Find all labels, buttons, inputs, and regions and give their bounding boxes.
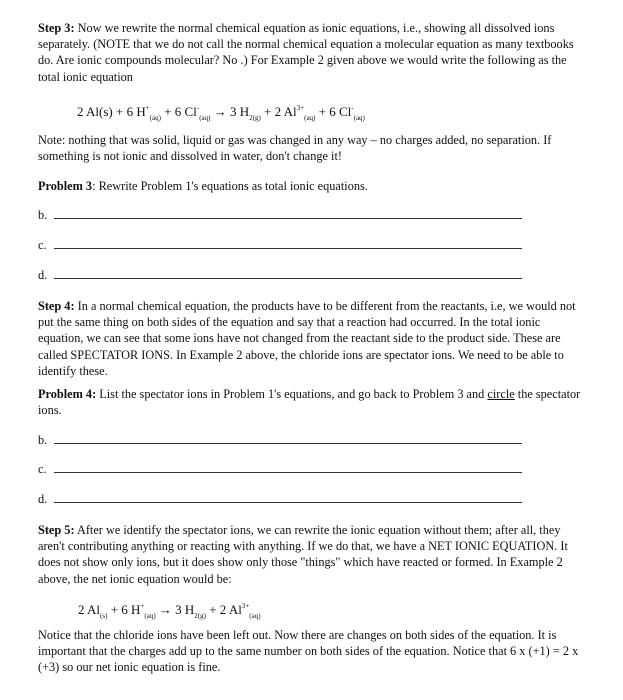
arrow-icon: → xyxy=(210,104,230,119)
step3-text: Now we rewrite the normal chemical equation as ionic equations, i.e., showing all dissolved ions separately. (NOTE that we do not call the normal chemical equation a molecular equation as many textbooks do. Are ionic compounds molecular? No .) For Example 2 given above we would write the following as the total ionic equation xyxy=(38,21,574,84)
note-paragraph: Note: nothing that was solid, liquid or gas was changed in any way – no charges added, no separation. If something is not ionic and dissolved in water, don't change it! xyxy=(38,133,552,164)
notice-paragraph: Notice that the chloride ions have been left out. Now there are changes on both sides of the equation. It is important that the charges add up to the same number on both sides of the equation. Notice that 6 x (+1) = 2 x (+3) so our net ionic equation is fine. xyxy=(38,628,579,675)
step4-paragraph: Step 4: In a normal chemical equation, the products have to be different from the reactants, i.e, we would not put the same thing on both sides of the equation and say that a reaction had occurred. In the total ionic equation, we can see that some ions have not changed from the reactant side to the product side. These are called SPECTATOR IONS. In Example 2 above, the chloride ions are spectator ions. We need to be able to identify these. xyxy=(38,299,576,378)
step3-label: Step 3: xyxy=(38,21,75,35)
problem4-prompt: Problem 4: List the spectator ions in Problem 1's equations, and go back to Problem 3 and circle the spectator ions. xyxy=(38,387,581,418)
step5-paragraph: Step 5: After we identify the spectator ions, we can rewrite the ionic equation without them; after all, they aren't contributing anything or reacting with anything. If we do that, we have a NET IONIC EQUATION. It does not show only ions, but it does show only those "things" which have reacted or formed. In Example 2 above, the net ionic equation would be: xyxy=(38,523,568,586)
net-ionic-equation: 2 $Al_{(s)} + 6$ $H^+_{(aq)} \to 3$ $H_{2(g)} + 2$ $Al^{3+}_{(aq)}$ xyxy=(78,602,261,620)
answer-line-3c[interactable]: c. xyxy=(38,237,522,253)
answer-line-4c[interactable]: c. xyxy=(38,461,522,477)
answer-line-4b[interactable]: b. xyxy=(38,432,522,448)
step3-paragraph xyxy=(38,20,586,85)
answer-line-3b[interactable]: b. xyxy=(38,207,522,223)
answer-line-3d[interactable]: d. xyxy=(38,267,522,283)
answer-line-4d[interactable]: d. xyxy=(38,491,522,507)
arrow-icon: → xyxy=(155,602,176,617)
total-ionic-equation: 2 Al(s) + 6 $H^+_{(aq)} + 6$ $Cl^-_{(aq)} \to 3$ $H_{2(g)} + 2$ $Al^{3+}_{(aq)} + 6$ $Cl^-_{(aq)}$ xyxy=(77,104,365,122)
problem3-prompt: Problem 3: Rewrite Problem 1's equations as total ionic equations. xyxy=(38,179,368,193)
